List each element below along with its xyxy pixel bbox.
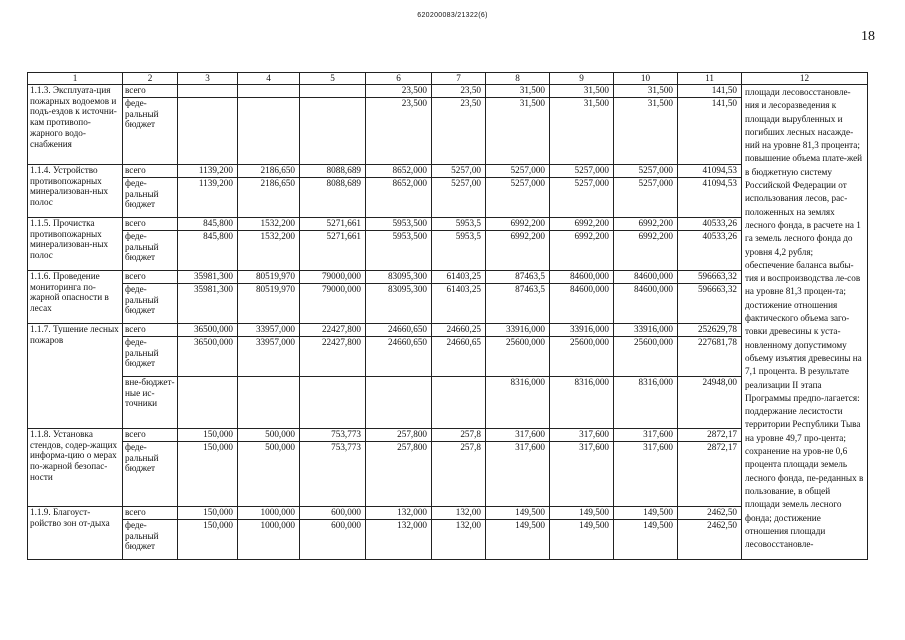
document-id: 620200083/21322(6) [417, 12, 488, 19]
value-cell: 252629,78 [678, 324, 742, 337]
value-cell [300, 98, 366, 165]
funding-source: всего [123, 218, 178, 231]
value-cell: 31,500 [550, 98, 614, 165]
value-cell: 31,500 [550, 85, 614, 98]
value-cell: 31,500 [486, 98, 550, 165]
header-cell: 7 [432, 73, 486, 85]
value-cell [178, 85, 238, 98]
value-cell: 31,500 [486, 85, 550, 98]
value-cell: 84600,000 [550, 271, 614, 284]
value-cell: 35981,300 [178, 271, 238, 284]
funding-source: феде-ральный бюджет [123, 178, 178, 218]
funding-source: всего [123, 507, 178, 520]
value-cell: 5257,000 [486, 178, 550, 218]
value-cell: 5271,661 [300, 231, 366, 271]
value-cell: 845,800 [178, 231, 238, 271]
value-cell: 8088,689 [300, 178, 366, 218]
measure-label: 1.1.5. Прочистка противопожарных минерализован-ных полос [28, 218, 123, 271]
results-note: площади лесовосстановле-ния и лесоразведения к площади вырубленных и погибших лесных насажде-ний на уровне 81,3 процента; повышение объема плате-жей в бюджетную систему Российской Федерации от использования лесов, рас-положенных на землях лесного фонда, в расчете на 1 га земель лесного фонда до уровня 4,2 рубля; обеспечение баланса выбы-тия и воспроизводства ле-сов на уровне 81,3 процен-та; достижение отношения фактического объема заго-товки древесины к уста-новленному допустимому объему изъятия древесины на 7,1 процента. В результате реализации II этапа Программы предпо-лагается: поддержание лесистости территории Республики Тыва на уровне 49,7 про-цента; сохранение на уров-не 0,6 процента площади земель лесного фонда, пе-реданных в пользование, в общей площади земель лесного фонда; достижение отношения площади лесовосстановле- [742, 85, 868, 560]
value-cell [178, 377, 238, 429]
value-cell [300, 377, 366, 429]
value-cell: 150,000 [178, 507, 238, 520]
value-cell: 79000,000 [300, 271, 366, 284]
value-cell: 149,500 [550, 507, 614, 520]
header-cell: 12 [742, 73, 868, 85]
value-cell: 1139,200 [178, 178, 238, 218]
funding-source: всего [123, 324, 178, 337]
value-cell: 150,000 [178, 442, 238, 507]
funding-source: всего [123, 85, 178, 98]
value-cell: 257,8 [432, 442, 486, 507]
header-cell: 6 [366, 73, 432, 85]
header-cell: 9 [550, 73, 614, 85]
value-cell: 87463,5 [486, 271, 550, 284]
value-cell: 257,800 [366, 429, 432, 442]
header-cell: 2 [123, 73, 178, 85]
value-cell: 8652,000 [366, 165, 432, 178]
measure-label: 1.1.6. Проведение мониторинга по-жарной опасности в лесах [28, 271, 123, 324]
value-cell: 87463,5 [486, 284, 550, 324]
measure-label: 1.1.8. Установка стендов, содер-жащих информа-цию о мерах по-жарной безопас-ности [28, 429, 123, 507]
value-cell: 5257,000 [614, 178, 678, 218]
value-cell [300, 85, 366, 98]
value-cell: 41094,53 [678, 165, 742, 178]
value-cell: 753,773 [300, 442, 366, 507]
value-cell: 41094,53 [678, 178, 742, 218]
value-cell: 317,600 [614, 442, 678, 507]
value-cell [238, 377, 300, 429]
value-cell: 1139,200 [178, 165, 238, 178]
value-cell: 84600,000 [614, 271, 678, 284]
value-cell: 845,800 [178, 218, 238, 231]
funding-source: феде-ральный бюджет [123, 284, 178, 324]
value-cell: 132,000 [366, 507, 432, 520]
value-cell: 2462,50 [678, 520, 742, 560]
value-cell: 8652,000 [366, 178, 432, 218]
value-cell: 35981,300 [178, 284, 238, 324]
header-cell: 1 [28, 73, 123, 85]
value-cell: 500,000 [238, 442, 300, 507]
value-cell: 36500,000 [178, 337, 238, 377]
program-table [27, 72, 868, 560]
value-cell: 40533,26 [678, 218, 742, 231]
value-cell [238, 98, 300, 165]
value-cell: 227681,78 [678, 337, 742, 377]
value-cell: 132,00 [432, 507, 486, 520]
value-cell: 6992,200 [486, 218, 550, 231]
funding-source: феде-ральный бюджет [123, 337, 178, 377]
value-cell: 84600,000 [550, 284, 614, 324]
measure-label: 1.1.3. Эксплуата-ция пожарных водоемов и подъ-ездов к источни-кам противопо-жарного водо-снабжения [28, 85, 123, 165]
value-cell: 5257,000 [486, 165, 550, 178]
value-cell: 8316,000 [550, 377, 614, 429]
measure-label: 1.1.9. Благоуст-ройство зон от-дыха [28, 507, 123, 560]
value-cell: 24660,650 [366, 337, 432, 377]
funding-source: всего [123, 165, 178, 178]
table-row [28, 85, 868, 98]
value-cell: 5257,000 [550, 165, 614, 178]
value-cell: 317,600 [486, 429, 550, 442]
value-cell: 23,50 [432, 98, 486, 165]
header-cell: 11 [678, 73, 742, 85]
value-cell: 31,500 [614, 98, 678, 165]
funding-source: вне-бюджет-ные ис-точники [123, 377, 178, 429]
value-cell: 83095,300 [366, 271, 432, 284]
value-cell: 149,500 [486, 507, 550, 520]
funding-source: феде-ральный бюджет [123, 231, 178, 271]
header-cell: 4 [238, 73, 300, 85]
value-cell: 5953,500 [366, 231, 432, 271]
value-cell: 5953,5 [432, 231, 486, 271]
value-cell: 83095,300 [366, 284, 432, 324]
value-cell: 8316,000 [614, 377, 678, 429]
value-cell: 5257,000 [550, 178, 614, 218]
measure-label: 1.1.4. Устройство противопожарных минерализован-ных полос [28, 165, 123, 218]
value-cell: 1000,000 [238, 507, 300, 520]
value-cell: 33957,000 [238, 324, 300, 337]
value-cell: 22427,800 [300, 324, 366, 337]
header-cell: 8 [486, 73, 550, 85]
header-row [28, 73, 868, 85]
value-cell [432, 377, 486, 429]
value-cell: 596663,32 [678, 284, 742, 324]
value-cell: 80519,970 [238, 284, 300, 324]
value-cell: 23,50 [432, 85, 486, 98]
value-cell: 5257,00 [432, 178, 486, 218]
value-cell: 8316,000 [486, 377, 550, 429]
value-cell: 149,500 [614, 520, 678, 560]
page-number: 18 [861, 29, 875, 44]
funding-source: феде-ральный бюджет [123, 98, 178, 165]
value-cell: 8088,689 [300, 165, 366, 178]
value-cell: 141,50 [678, 98, 742, 165]
value-cell [178, 98, 238, 165]
value-cell: 5257,00 [432, 165, 486, 178]
value-cell: 5953,5 [432, 218, 486, 231]
value-cell: 24660,25 [432, 324, 486, 337]
value-cell: 33916,000 [614, 324, 678, 337]
value-cell: 33916,000 [550, 324, 614, 337]
value-cell: 257,8 [432, 429, 486, 442]
value-cell [238, 85, 300, 98]
value-cell: 1532,200 [238, 218, 300, 231]
value-cell: 61403,25 [432, 271, 486, 284]
value-cell: 6992,200 [550, 218, 614, 231]
value-cell: 24948,00 [678, 377, 742, 429]
value-cell: 149,500 [614, 507, 678, 520]
value-cell: 23,500 [366, 85, 432, 98]
value-cell: 24660,650 [366, 324, 432, 337]
value-cell: 600,000 [300, 507, 366, 520]
value-cell: 80519,970 [238, 271, 300, 284]
value-cell: 150,000 [178, 520, 238, 560]
value-cell: 600,000 [300, 520, 366, 560]
header-cell: 10 [614, 73, 678, 85]
value-cell: 149,500 [550, 520, 614, 560]
value-cell: 753,773 [300, 429, 366, 442]
value-cell: 79000,000 [300, 284, 366, 324]
value-cell: 500,000 [238, 429, 300, 442]
value-cell: 61403,25 [432, 284, 486, 324]
funding-source: всего [123, 271, 178, 284]
value-cell [366, 377, 432, 429]
value-cell: 257,800 [366, 442, 432, 507]
value-cell: 5271,661 [300, 218, 366, 231]
value-cell: 25600,000 [550, 337, 614, 377]
value-cell: 2872,17 [678, 442, 742, 507]
value-cell: 2872,17 [678, 429, 742, 442]
value-cell: 2186,650 [238, 178, 300, 218]
value-cell: 6992,200 [614, 231, 678, 271]
value-cell: 596663,32 [678, 271, 742, 284]
value-cell: 2462,50 [678, 507, 742, 520]
value-cell: 24660,65 [432, 337, 486, 377]
value-cell: 2186,650 [238, 165, 300, 178]
value-cell: 149,500 [486, 520, 550, 560]
value-cell: 40533,26 [678, 231, 742, 271]
value-cell: 33916,000 [486, 324, 550, 337]
value-cell: 23,500 [366, 98, 432, 165]
value-cell: 317,600 [486, 442, 550, 507]
value-cell: 84600,000 [614, 284, 678, 324]
value-cell: 31,500 [614, 85, 678, 98]
value-cell: 141,50 [678, 85, 742, 98]
value-cell: 25600,000 [614, 337, 678, 377]
value-cell: 22427,800 [300, 337, 366, 377]
value-cell: 5953,500 [366, 218, 432, 231]
value-cell: 132,00 [432, 520, 486, 560]
funding-source: всего [123, 429, 178, 442]
value-cell: 25600,000 [486, 337, 550, 377]
funding-source: феде-ральный бюджет [123, 520, 178, 560]
value-cell: 317,600 [550, 429, 614, 442]
funding-source: феде-ральный бюджет [123, 442, 178, 507]
value-cell: 317,600 [550, 442, 614, 507]
value-cell: 6992,200 [486, 231, 550, 271]
value-cell: 150,000 [178, 429, 238, 442]
value-cell: 1000,000 [238, 520, 300, 560]
value-cell: 36500,000 [178, 324, 238, 337]
value-cell: 6992,200 [614, 218, 678, 231]
value-cell: 5257,000 [614, 165, 678, 178]
header-cell: 3 [178, 73, 238, 85]
value-cell: 6992,200 [550, 231, 614, 271]
value-cell: 132,000 [366, 520, 432, 560]
measure-label: 1.1.7. Тушение лесных пожаров [28, 324, 123, 429]
header-cell: 5 [300, 73, 366, 85]
value-cell: 317,600 [614, 429, 678, 442]
value-cell: 1532,200 [238, 231, 300, 271]
value-cell: 33957,000 [238, 337, 300, 377]
